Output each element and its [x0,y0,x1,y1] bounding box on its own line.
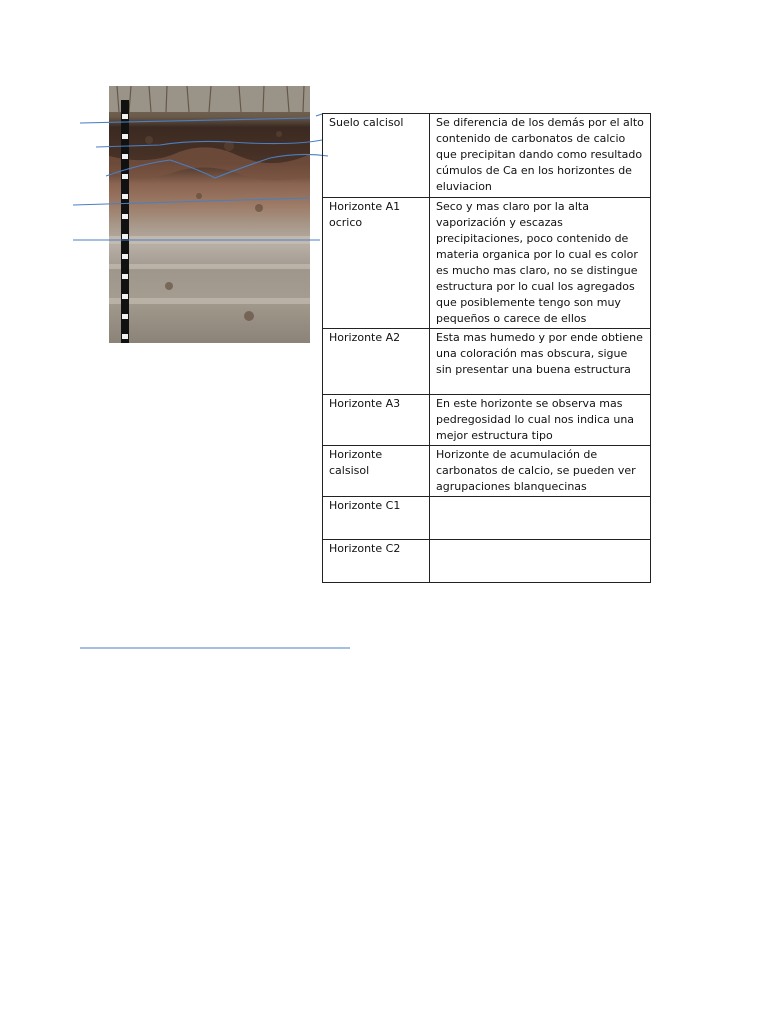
horizon-description-cell: Esta mas humedo y por ende obtiene una coloración mas obscura, sigue sin presentar una buena estructura [430,329,651,395]
table-row [323,329,651,395]
horizon-name-cell: Horizonte A3 [323,395,430,446]
horizon-description-cell: Seco y mas claro por la alta vaporización y escazas precipitaciones, poco contenido de materia organica por lo cual es color es mucho mas claro, no se distingue estructura por lo cual los agregados que posiblemente tengo son muy pequeños o carece de ellos [430,198,651,329]
soil-horizons-table [322,113,651,583]
table-row [323,540,651,583]
table-row [323,198,651,329]
table-row [323,497,651,540]
horizon-description-cell [430,497,651,540]
table-row [323,114,651,198]
horizon-name-cell: Horizonte A2 [323,329,430,395]
table-row [323,395,651,446]
soil-profile-image [109,86,310,343]
horizon-name-cell: Horizonte A1 ocrico [323,198,430,329]
horizon-description-cell: Horizonte de acumulación de carbonatos de calcio, se pueden ver agrupaciones blanquecinas [430,446,651,497]
horizon-description-cell: En este horizonte se observa mas pedregosidad lo cual nos indica una mejor estructura tipo [430,395,651,446]
horizon-name-cell: Horizonte C1 [323,497,430,540]
soil-profile-photo [109,86,310,343]
table-row [323,446,651,497]
horizon-name-cell: Suelo calcisol [323,114,430,198]
horizon-name-cell: Horizonte calsisol [323,446,430,497]
horizon-description-cell: Se diferencia de los demás por el alto contenido de carbonatos de calcio que precipitan dando como resultado cúmulos de Ca en los horizontes de eluviacion [430,114,651,198]
horizon-description-cell [430,540,651,583]
horizon-name-cell: Horizonte C2 [323,540,430,583]
